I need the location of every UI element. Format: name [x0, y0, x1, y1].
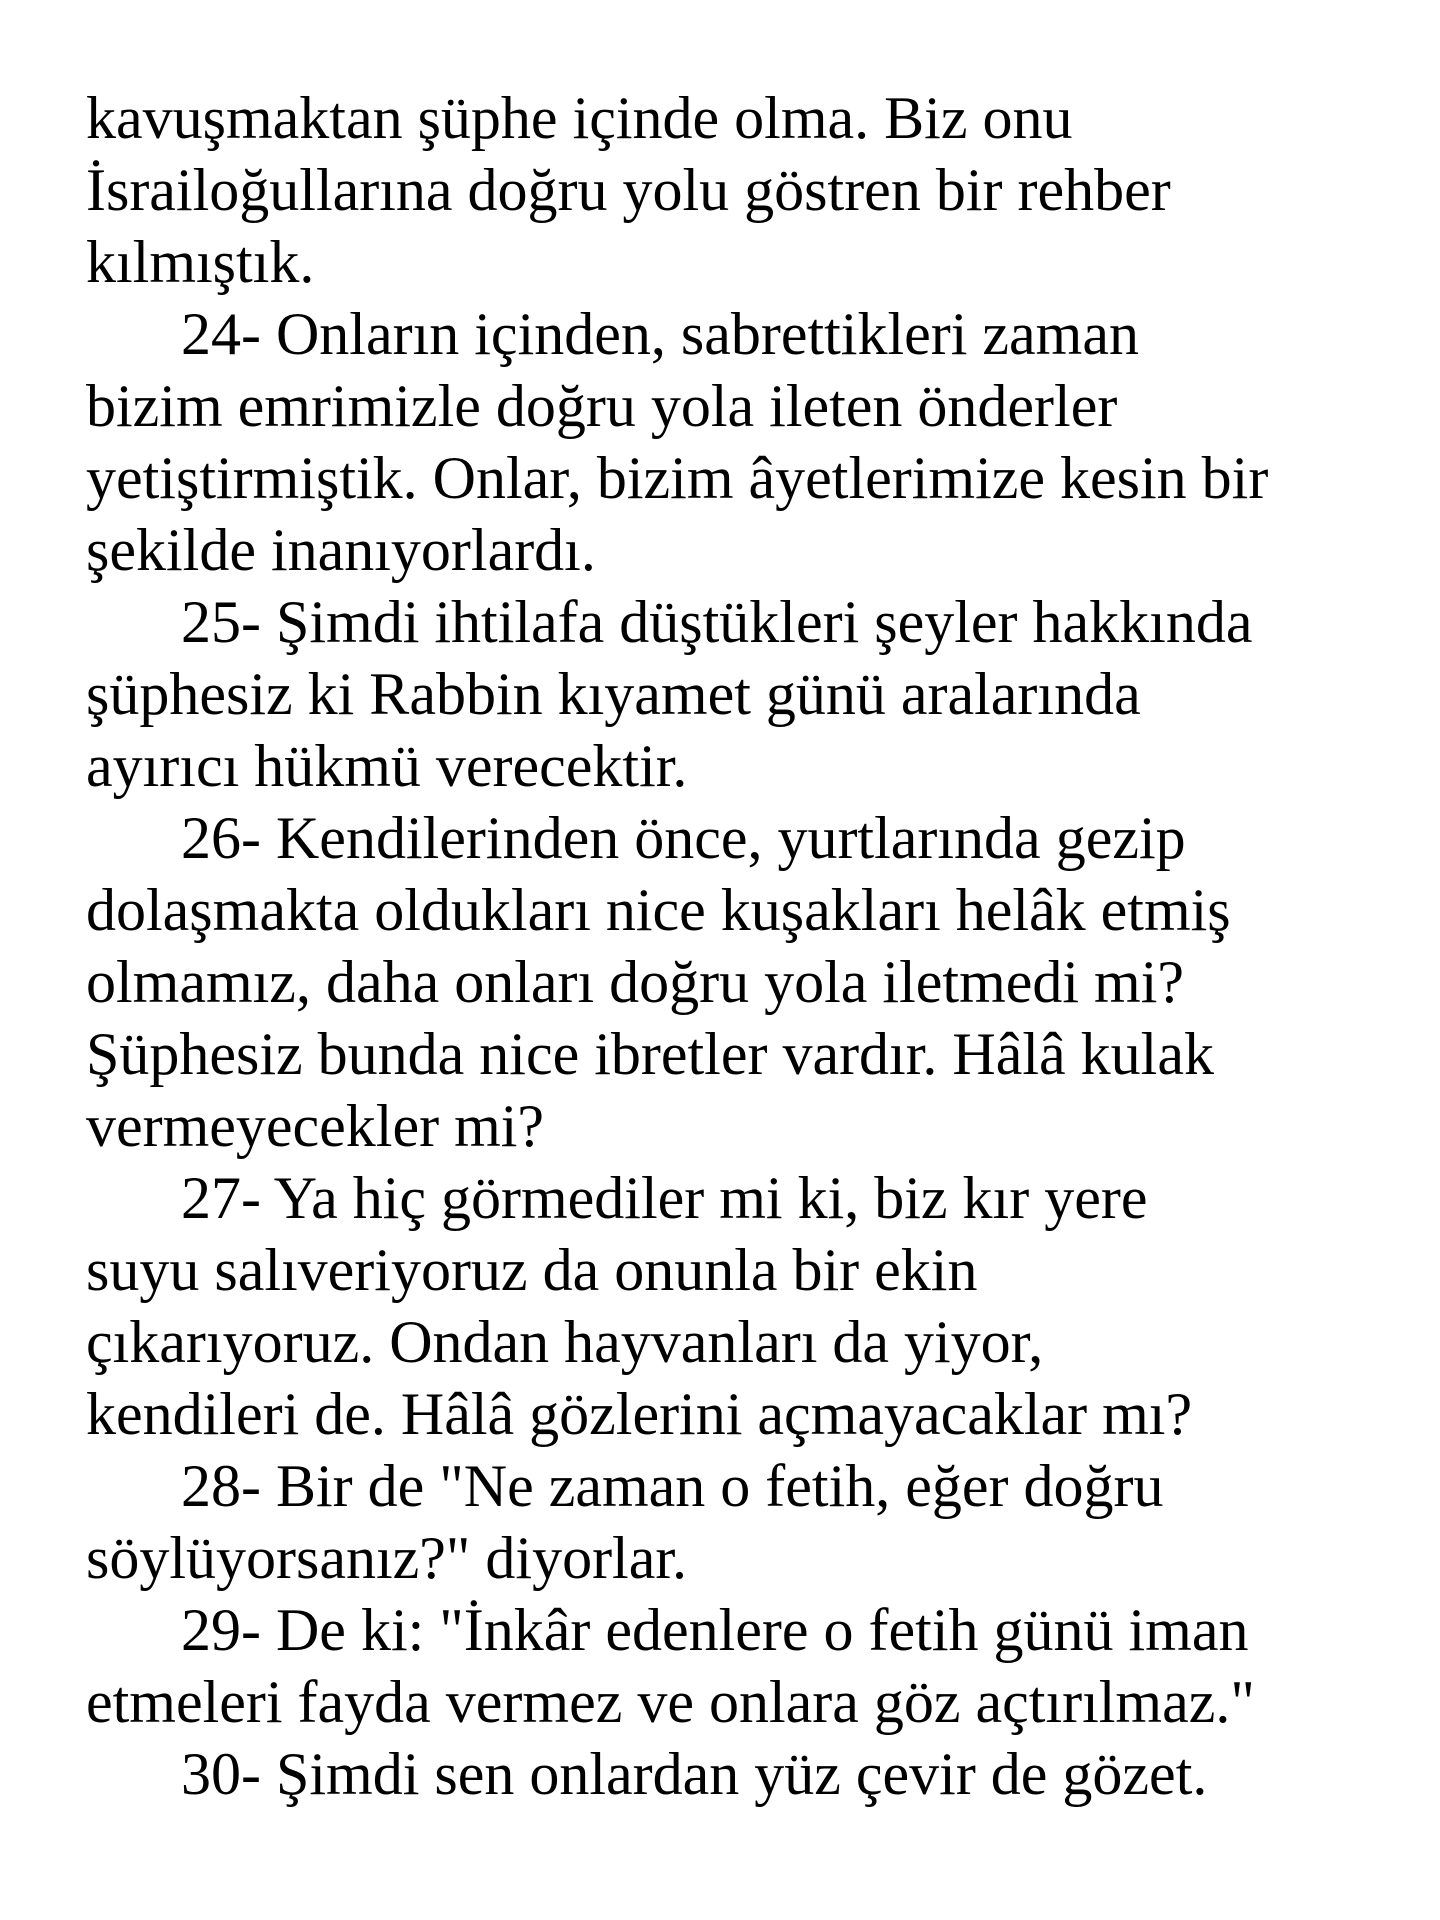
text-line: söylüyorsanız?" diyorlar. [86, 1525, 688, 1591]
text-line: ayırıcı hükmü verecektir. [86, 733, 688, 799]
text-line: suyu salıveriyoruz da onunla bir ekin [86, 1237, 978, 1303]
text-line: vermeyecekler mi? [86, 1093, 545, 1159]
text-line: şüphesiz ki Rabbin kıyamet günü aralarında [86, 661, 1141, 727]
text-line: yetiştirmiştik. Onlar, bizim âyetlerimize kesin bir [86, 445, 1269, 511]
text-line: olmamız, daha onları doğru yola iletmedi mi? [86, 949, 1185, 1015]
verse-29-start-line: 29- De ki: "İnkâr edenlere o fetih günü iman [181, 1597, 1249, 1663]
verse-27-start-line: 27- Ya hiç görmediler mi ki, biz kır yere [181, 1165, 1148, 1231]
verse-30-start-line: 30- Şimdi sen onlardan yüz çevir de gözet. [181, 1741, 1208, 1807]
verse-28-start-line: 28- Bir de "Ne zaman o fetih, eğer doğru [181, 1453, 1164, 1519]
text-line: dolaşmakta oldukları nice kuşakları helâk etmiş [86, 877, 1231, 943]
verse-24-start-line: 24- Onların içinden, sabrettikleri zaman [181, 301, 1139, 367]
text-line: kılmıştık. [86, 229, 315, 295]
text-line: çıkarıyoruz. Ondan hayvanları da yiyor, [86, 1309, 1044, 1375]
text-line: Şüphesiz bunda nice ibretler vardır. Hâlâ kulak [86, 1021, 1214, 1087]
verse-26-start-line: 26- Kendilerinden önce, yurtlarında gezip [181, 805, 1186, 871]
text-line: etmeleri fayda vermez ve onlara göz açtırılmaz." [86, 1669, 1255, 1735]
verse-25-start-line: 25- Şimdi ihtilafa düştükleri şeyler hakkında [181, 589, 1253, 655]
text-line: şekilde inanıyorlardı. [86, 517, 596, 583]
text-line: İsrailoğullarına doğru yolu göstren bir rehber [86, 157, 1171, 223]
text-line: kavuşmaktan şüphe içinde olma. Biz onu [86, 85, 1073, 151]
text-line: kendileri de. Hâlâ gözlerini açmayacaklar mı? [86, 1381, 1193, 1447]
text-line: bizim emrimizle doğru yola ileten önderler [86, 373, 1118, 439]
document-body-text [86, 82, 1406, 1810]
